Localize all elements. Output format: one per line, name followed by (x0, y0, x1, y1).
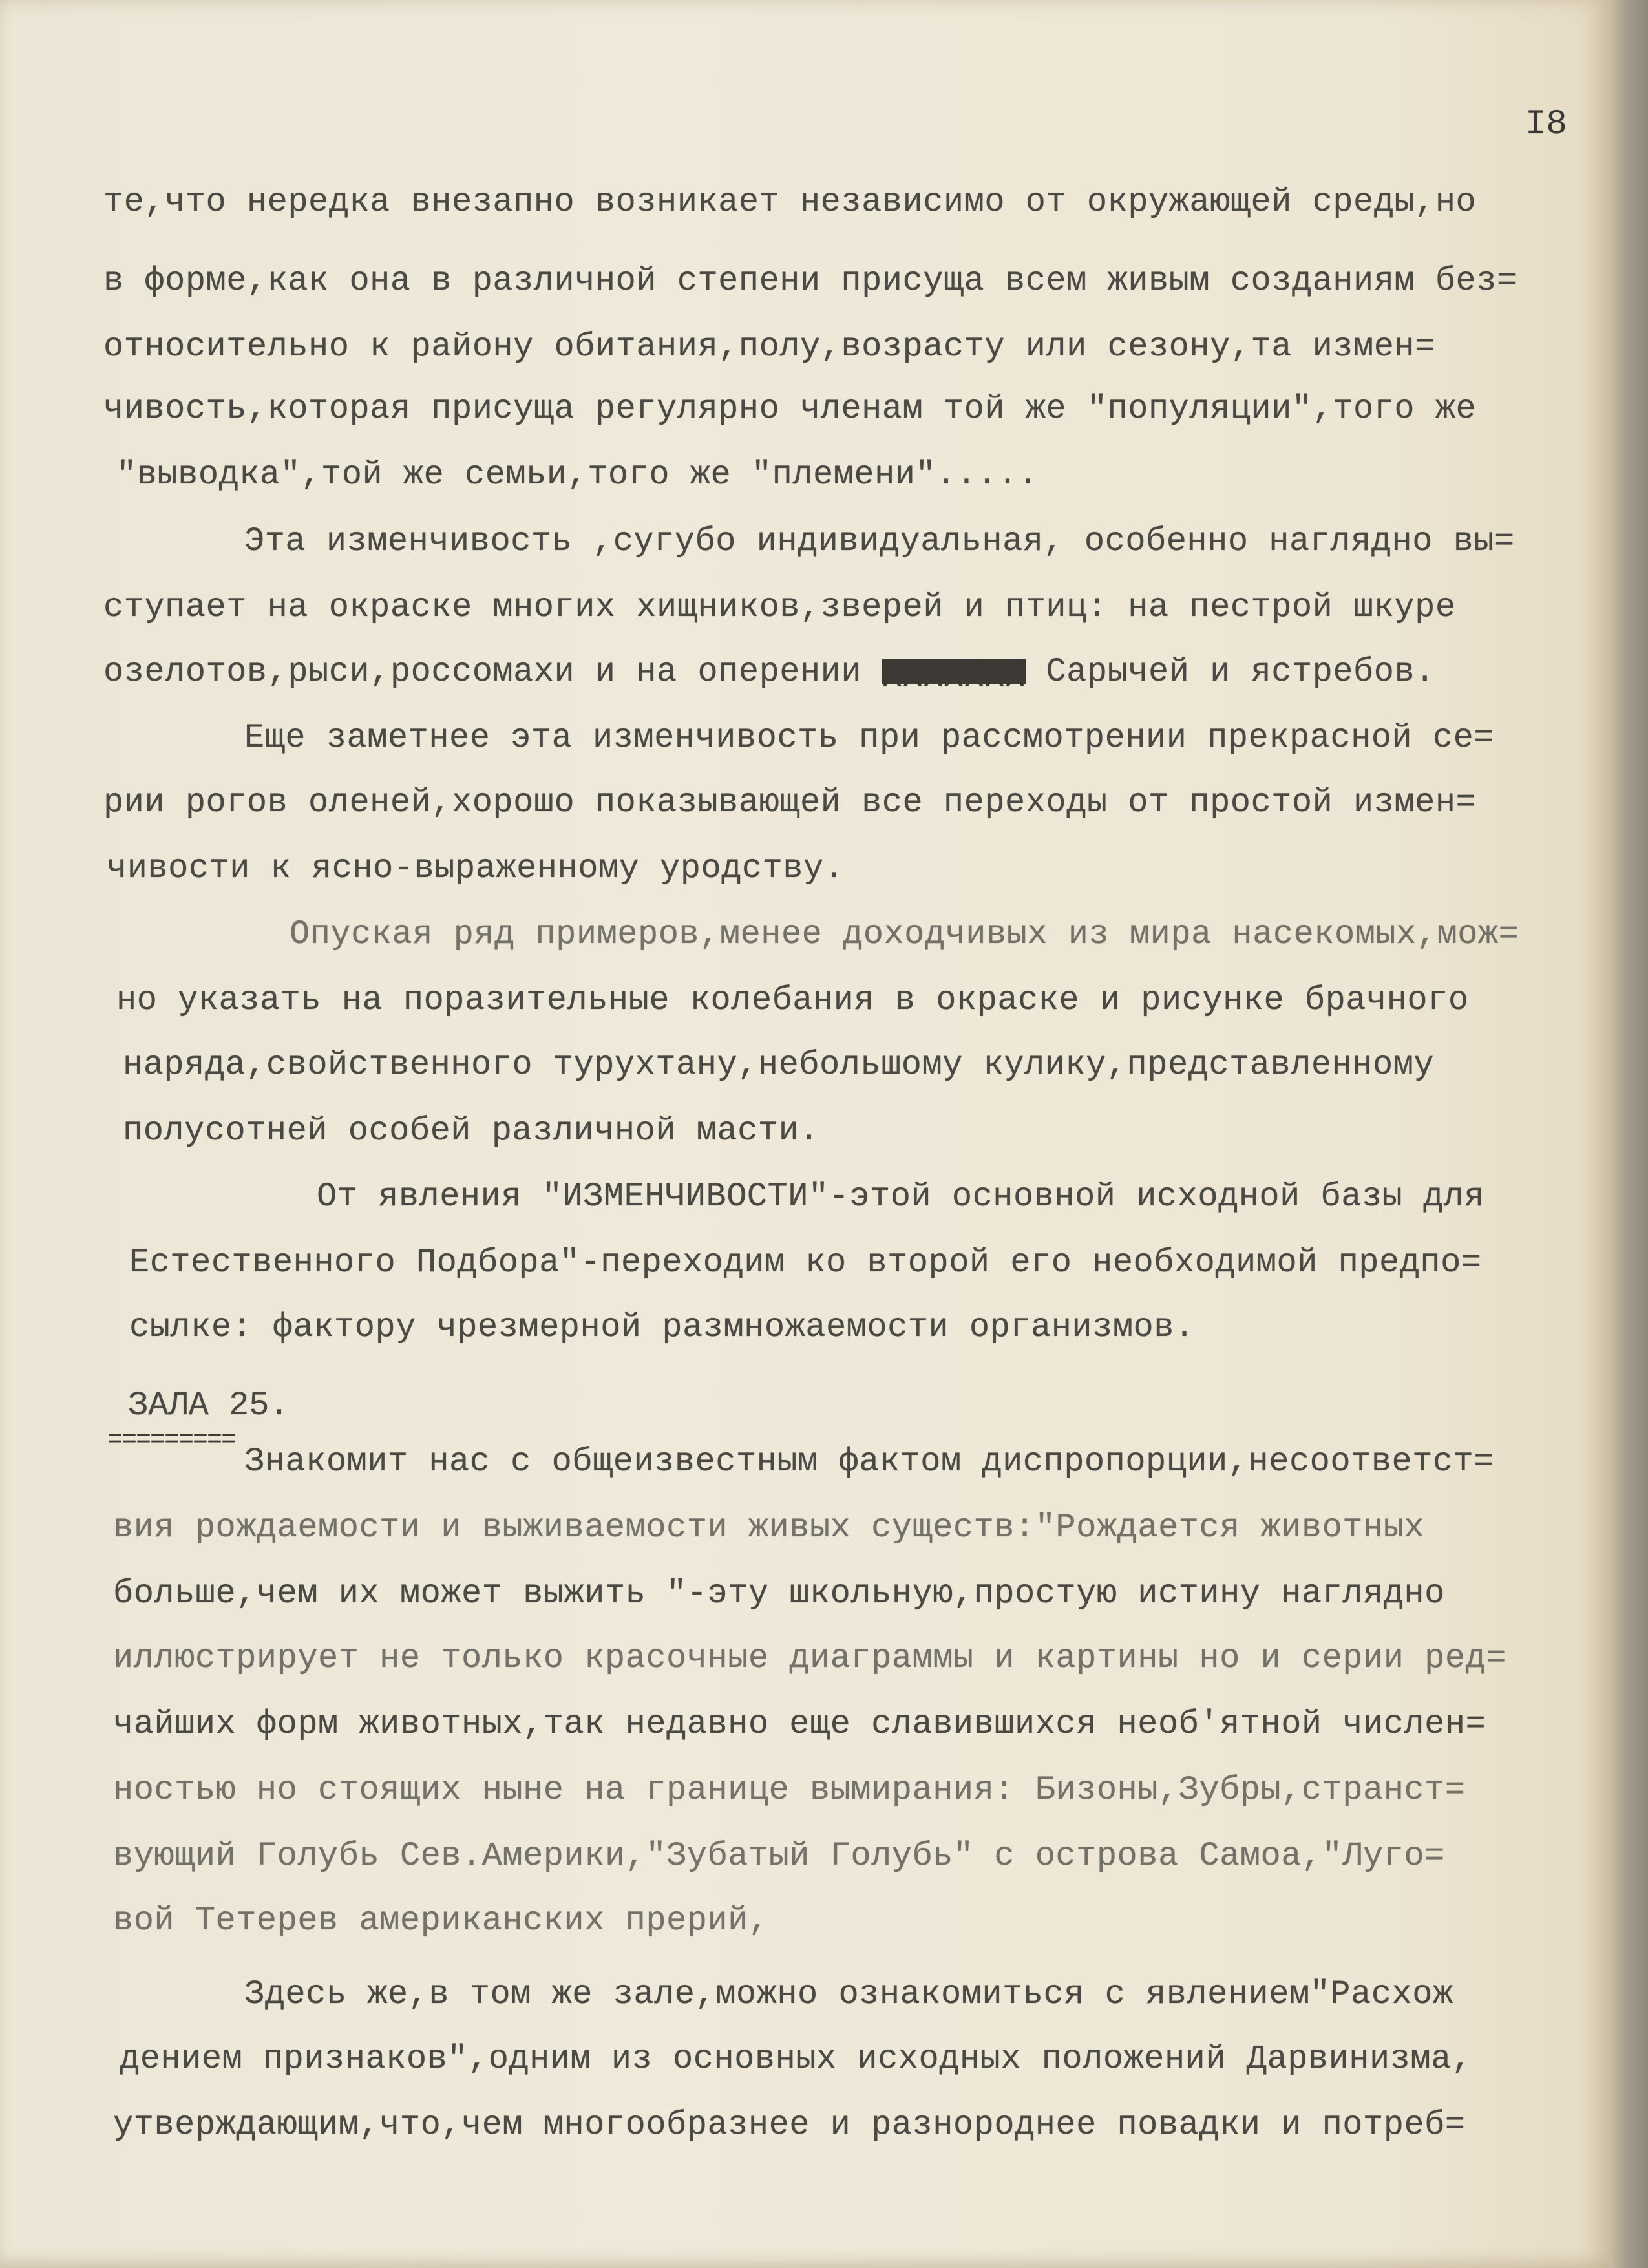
page-number: I8 (1525, 105, 1567, 144)
text-line: вой Тетерев американских прерий, (113, 1902, 769, 1940)
text-line: Естественного Подбора"-переходим ко второй его необходимой предпо= (129, 1244, 1482, 1282)
text-line-with-strikeout (103, 653, 1435, 697)
text-line: утверждающим,что,чем многообразнее и разнороднее повадки и потреб= (113, 2106, 1466, 2144)
text-line-segment: озелотов,рыси,россомахи и на оперении (103, 653, 862, 691)
text-line: Опуская ряд примеров,менее доходчивых из мира насекомых,мож= (290, 915, 1519, 953)
text-line: ступает на окраске многих хищников,зверей и птиц: на пестрой шкуре (103, 588, 1456, 626)
text-line: рии рогов оленей,хорошо показывающей все переходы от простой измен= (103, 783, 1477, 821)
text-line: но указать на поразительные колебания в окраске и рисунке брачного (116, 981, 1469, 1019)
hall-heading: ЗАЛА 25. (128, 1386, 290, 1425)
text-line: относительно к району обитания,полу,возрасту или сезону,та измен= (103, 328, 1435, 366)
scan-background-edge (1609, 0, 1648, 2268)
hall-heading-underline: ========= (107, 1426, 236, 1455)
text-line: иллюстрирует не только красочные диаграммы и картины но и серии ред= (113, 1639, 1506, 1677)
text-line: ностью но стоящих ныне на границе вымирания: Бизоны,Зубры,странст= (113, 1771, 1466, 1809)
text-line: Еще заметнее эта изменчивость при рассмотрении прекрасной се= (244, 719, 1495, 757)
text-line-segment: Сарычей и ястребов. (1046, 653, 1435, 691)
text-line: вующий Голубь Сев.Америки,"Зубатый Голубь" с острова Самоа,"Луго= (113, 1837, 1445, 1875)
text-line: "выводка",той же семьи,того же "племени"..... (116, 456, 1039, 494)
text-line: От явления "ИЗМЕНЧИВОСТИ"-этой основной исходной базы для (317, 1178, 1485, 1216)
struck-out-word: XXXXXXX (882, 659, 1026, 697)
text-line: вия рождаемости и выживаемости живых существ:"Рождается животных (113, 1509, 1425, 1547)
text-line: чайших форм животных,так недавно еще славившихся необ'ятной числен= (113, 1705, 1486, 1743)
text-line: дением признаков",одним из основных исходных положений Дарвинизма, (120, 2040, 1472, 2078)
text-line: полусотней особей различной масти. (123, 1112, 819, 1150)
text-line: Здесь же,в том же зале,можно ознакомиться с явлением"Расхож (244, 1975, 1453, 2013)
text-line: сылке: фактору чрезмерной размножаемости организмов. (129, 1308, 1195, 1346)
text-line: наряда,свойственного турухтану,небольшому кулику,представленному (123, 1046, 1435, 1084)
text-line: в форме,как она в различной степени присуща всем живым созданиям без= (103, 262, 1517, 300)
text-line: больше,чем их может выжить "-эту школьную,простую истину наглядно (113, 1574, 1445, 1613)
text-line: Эта изменчивость ,сугубо индивидуальная, особенно наглядно вы= (244, 522, 1515, 560)
text-line: чивости к ясно-выраженному уродству. (107, 849, 845, 887)
text-line: Знакомит нас с общеизвестным фактом диспропорции,несоответст= (244, 1443, 1495, 1481)
text-line: те,что нередка внезапно возникает независимо от окружающей среды,но (103, 183, 1477, 221)
text-line: чивость,которая присуща регулярно членам той же "популяции",того же (103, 390, 1477, 428)
